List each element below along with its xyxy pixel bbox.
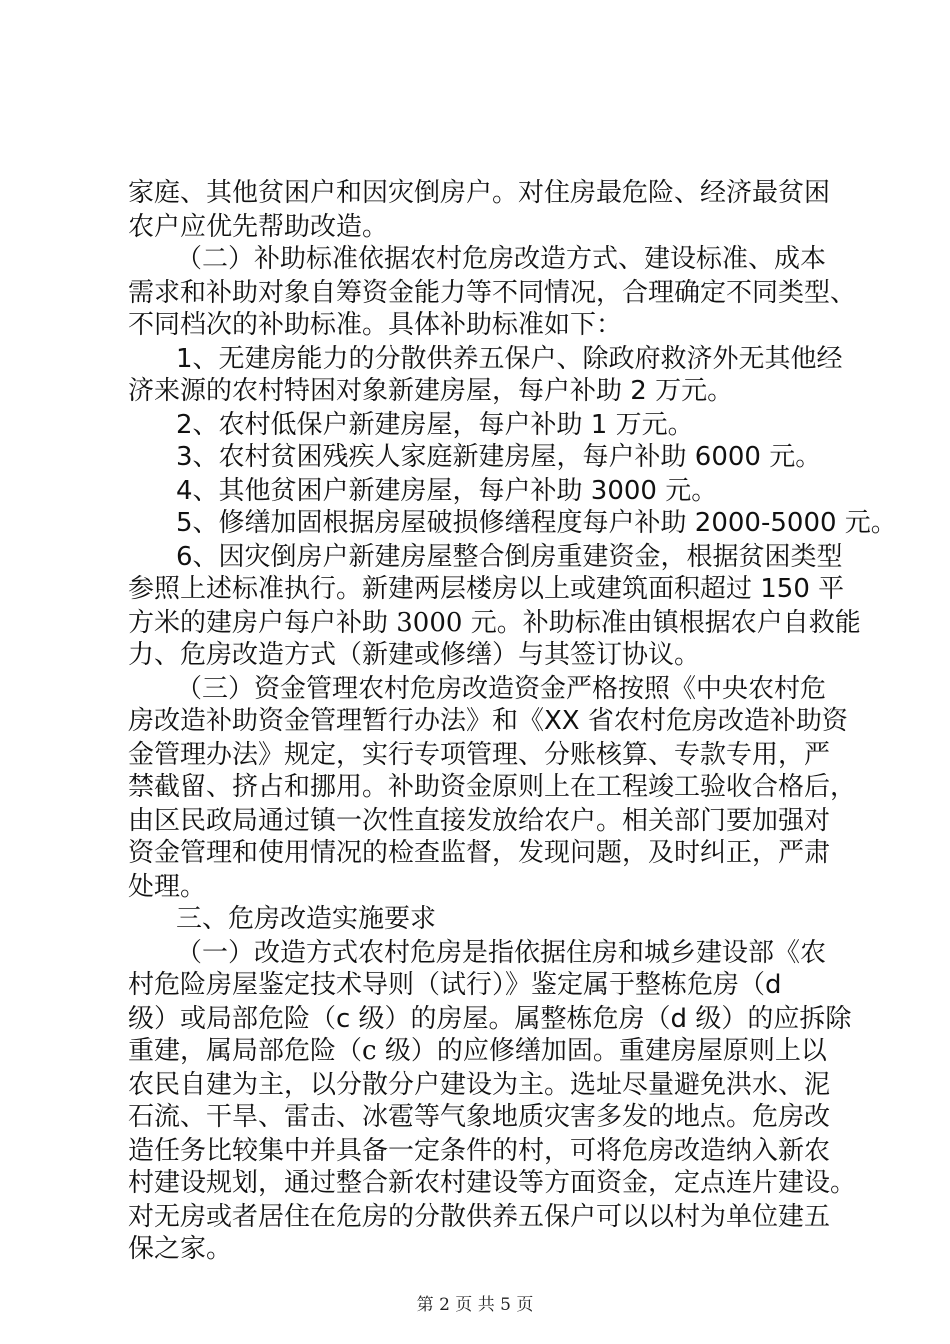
text-line: 造任务比较集中并具备一定条件的村，可将危房改造纳入新农 bbox=[128, 1136, 831, 1166]
text-line: 禁截留、挤占和挪用。补助资金原则上在工程竣工验收合格后， bbox=[128, 772, 857, 802]
text-line: 由区民政局通过镇一次性直接发放给农户。相关部门要加强对 bbox=[128, 806, 831, 836]
section-heading-line: （一）改造方式农村危房是指依据住房和城乡建设部《农 bbox=[176, 938, 827, 968]
text-line: 方米的建房户每户补助 3000 元。补助标准由镇根据农户自救能 bbox=[128, 608, 861, 638]
list-item-line: 3、农村贫困残疾人家庭新建房屋，每户补助 6000 元。 bbox=[176, 442, 822, 472]
text-line: 对无房或者居住在危房的分散供养五保户可以以村为单位建五 bbox=[128, 1202, 831, 1232]
text-line: 级）或局部危险（c 级）的房屋。属整栋危房（d 级）的应拆除 bbox=[128, 1004, 852, 1034]
text-line: 农户应优先帮助改造。 bbox=[128, 212, 389, 242]
text-line: 石流、干旱、雷击、冰雹等气象地质灾害多发的地点。危房改 bbox=[128, 1102, 831, 1132]
text-line: 重建，属局部危险（c 级）的应修缮加固。重建房屋原则上以 bbox=[128, 1036, 827, 1066]
text-line: 资金管理和使用情况的检查监督，发现问题，及时纠正，严肃 bbox=[128, 838, 831, 868]
list-item-line: 5、修缮加固根据房屋破损修缮程度每户补助 2000-5000 元。 bbox=[176, 508, 897, 538]
text-line: 房改造补助资金管理暂行办法》和《XX 省农村危房改造补助资 bbox=[128, 706, 848, 736]
text-line: 参照上述标准执行。新建两层楼房以上或建筑面积超过 150 平 bbox=[128, 574, 845, 604]
text-line: 家庭、其他贫困户和因灾倒房户。对住房最危险、经济最贫困 bbox=[128, 178, 831, 208]
list-item-line: 6、因灾倒房户新建房屋整合倒房重建资金，根据贫困类型 bbox=[176, 542, 843, 572]
section-heading-line: 三、危房改造实施要求 bbox=[176, 904, 437, 934]
text-line: 不同档次的补助标准。具体补助标准如下： bbox=[128, 310, 623, 340]
text-line: 村危险房屋鉴定技术导则（试行）》鉴定属于整栋危房（d bbox=[128, 970, 782, 1000]
page-number-footer: 第 2 页 共 5 页 bbox=[416, 1295, 534, 1315]
section-heading-line: （二）补助标准依据农村危房改造方式、建设标准、成本 bbox=[176, 244, 827, 274]
text-line: 需求和补助对象自筹资金能力等不同情况，合理确定不同类型、 bbox=[128, 278, 857, 308]
text-line: 济来源的农村特困对象新建房屋，每户补助 2 万元。 bbox=[128, 376, 734, 406]
text-line: 处理。 bbox=[128, 872, 207, 902]
text-line: 农民自建为主，以分散分户建设为主。选址尽量避免洪水、泥 bbox=[128, 1070, 831, 1100]
text-line: 村建设规划，通过整合新农村建设等方面资金，定点连片建设。 bbox=[128, 1168, 857, 1198]
text-line: 金管理办法》规定，实行专项管理、分账核算、专款专用，严 bbox=[128, 740, 831, 770]
list-item-line: 4、其他贫困户新建房屋，每户补助 3000 元。 bbox=[176, 476, 718, 506]
section-heading-line: （三）资金管理农村危房改造资金严格按照《中央农村危 bbox=[176, 674, 827, 704]
text-line: 力、危房改造方式（新建或修缮）与其签订协议。 bbox=[128, 640, 701, 670]
text-line: 保之家。 bbox=[128, 1234, 233, 1264]
list-item-line: 1、无建房能力的分散供养五保户、除政府救济外无其他经 bbox=[176, 344, 843, 374]
list-item-line: 2、农村低保户新建房屋，每户补助 1 万元。 bbox=[176, 410, 694, 440]
